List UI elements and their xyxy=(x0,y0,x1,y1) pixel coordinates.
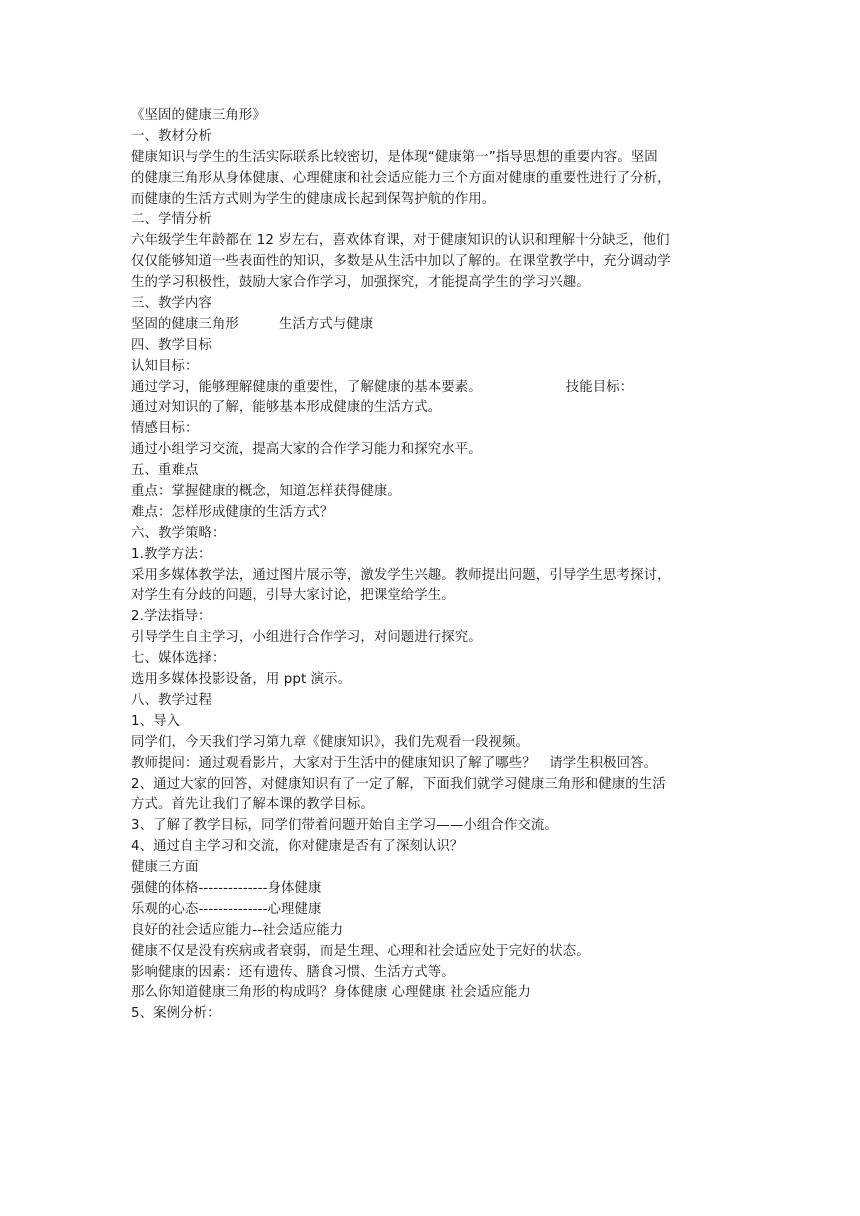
paragraph-line: 3、了解了教学目标，同学们带着问题开始自主学习——小组合作交流。 xyxy=(131,818,558,834)
section-heading-strategy: 六、教学策略： xyxy=(131,525,226,541)
goal-label: 情感目标： xyxy=(131,421,199,437)
subheading: 1.教学方法： xyxy=(131,546,212,562)
paragraph-line: 4、通过自主学习和交流，你对健康是否有了深刻认识？ xyxy=(131,839,464,855)
paragraph-line: 六年级学生年龄都在 12 岁左右，喜欢体育课，对于健康知识的认识和理解十分缺乏，他们 xyxy=(131,233,670,249)
section-heading-teaching-goals: 四、教学目标 xyxy=(131,337,212,353)
document-body xyxy=(131,106,731,1025)
paragraph-line: 选用多媒体投影设备，用 ppt 演示。 xyxy=(131,672,352,688)
content-item: 生活方式与健康 xyxy=(278,316,374,332)
paragraph-line: 采用多媒体教学法，通过图片展示等，激发学生兴趣。教师提出问题，引导学生思考探讨， xyxy=(131,567,671,583)
paragraph-line: 那么你知道健康三角形的构成吗？身体健康 心理健康 社会适应能力 xyxy=(131,985,531,1001)
goal-line xyxy=(131,378,731,399)
subheading: 1、导入 xyxy=(131,713,181,729)
key-point: 重点：掌握健康的概念，知道怎样获得健康。 xyxy=(131,484,401,500)
section-heading-student-analysis: 二、学情分析 xyxy=(131,212,212,228)
subheading: 5、案例分析： xyxy=(131,1006,221,1022)
paragraph-line: 影响健康的因素：还有遗传、膳食习惯、生活方式等。 xyxy=(131,964,455,980)
difficult-point: 难点：怎样形成健康的生活方式？ xyxy=(131,504,334,520)
goal-text: 通过小组学习交流，提高大家的合作学习能力和探究水平。 xyxy=(131,442,482,458)
section-heading-process: 八、教学过程 xyxy=(131,692,212,708)
paragraph-line: 对学生有分歧的问题，引导大家讨论，把课堂给学生。 xyxy=(131,588,455,604)
goal-text: 通过对知识的了解，能够基本形成健康的生活方式。 xyxy=(131,400,442,416)
goal-label: 技能目标： xyxy=(565,379,634,395)
subheading: 2.学法指导： xyxy=(131,609,212,625)
paragraph-line: 生的学习积极性，鼓励大家合作学习，加强探究，才能提高学生的学习兴趣。 xyxy=(131,275,590,291)
paragraph-line: 方式。首先让我们了解本课的教学目标。 xyxy=(131,797,374,813)
aspects-title: 健康三方面 xyxy=(131,860,199,876)
paragraph-line: 教师提问：通过观看影片，大家对于生活中的健康知识了解了哪些？ 请学生积极回答。 xyxy=(131,755,658,771)
paragraph-line: 健康知识与学生的生活实际联系比较密切，是体现“健康第一”指导思想的重要内容。坚固 xyxy=(131,149,658,165)
goal-label: 认知目标： xyxy=(131,358,199,374)
aspect-item: 良好的社会适应能力--社会适应能力 xyxy=(131,922,344,938)
paragraph-line: 同学们，今天我们学习第九章《健康知识》，我们先观看一段视频。 xyxy=(131,734,530,750)
section-heading-key-points: 五、重难点 xyxy=(131,463,199,479)
section-heading-textbook-analysis: 一、教材分析 xyxy=(131,128,212,144)
section-heading-media: 七、媒体选择： xyxy=(131,651,226,667)
aspect-item: 强健的体格--------------身体健康 xyxy=(131,880,322,896)
paragraph-line: 2、通过大家的回答，对健康知识有了一定了解，下面我们就学习健康三角形和健康的生活 xyxy=(131,776,666,792)
paragraph-line: 引导学生自主学习，小组进行合作学习，对问题进行探究。 xyxy=(131,630,482,646)
document-title: 《坚固的健康三角形》 xyxy=(131,108,266,123)
goal-text: 通过学习，能够理解健康的重要性，了解健康的基本要素。 xyxy=(131,379,482,395)
section-heading-teaching-content: 三、教学内容 xyxy=(131,296,212,312)
paragraph-line: 健康不仅是没有疾病或者衰弱，而是生理、心理和社会适应处于完好的状态。 xyxy=(131,943,590,959)
paragraph-line: 而健康的生活方式则为学生的健康成长起到保驾护航的作用。 xyxy=(131,191,496,207)
aspect-item: 乐观的心态--------------心理健康 xyxy=(131,901,322,917)
paragraph-line: 仅仅能够知道一些表面性的知识，多数是从生活中加以了解的。在课堂教学中，充分调动学 xyxy=(131,254,671,270)
teaching-content-line xyxy=(131,315,731,336)
content-item: 坚固的健康三角形 xyxy=(131,316,239,332)
paragraph-line: 的健康三角形从身体健康、心理健康和社会适应能力三个方面对健康的重要性进行了分析， xyxy=(131,170,671,186)
